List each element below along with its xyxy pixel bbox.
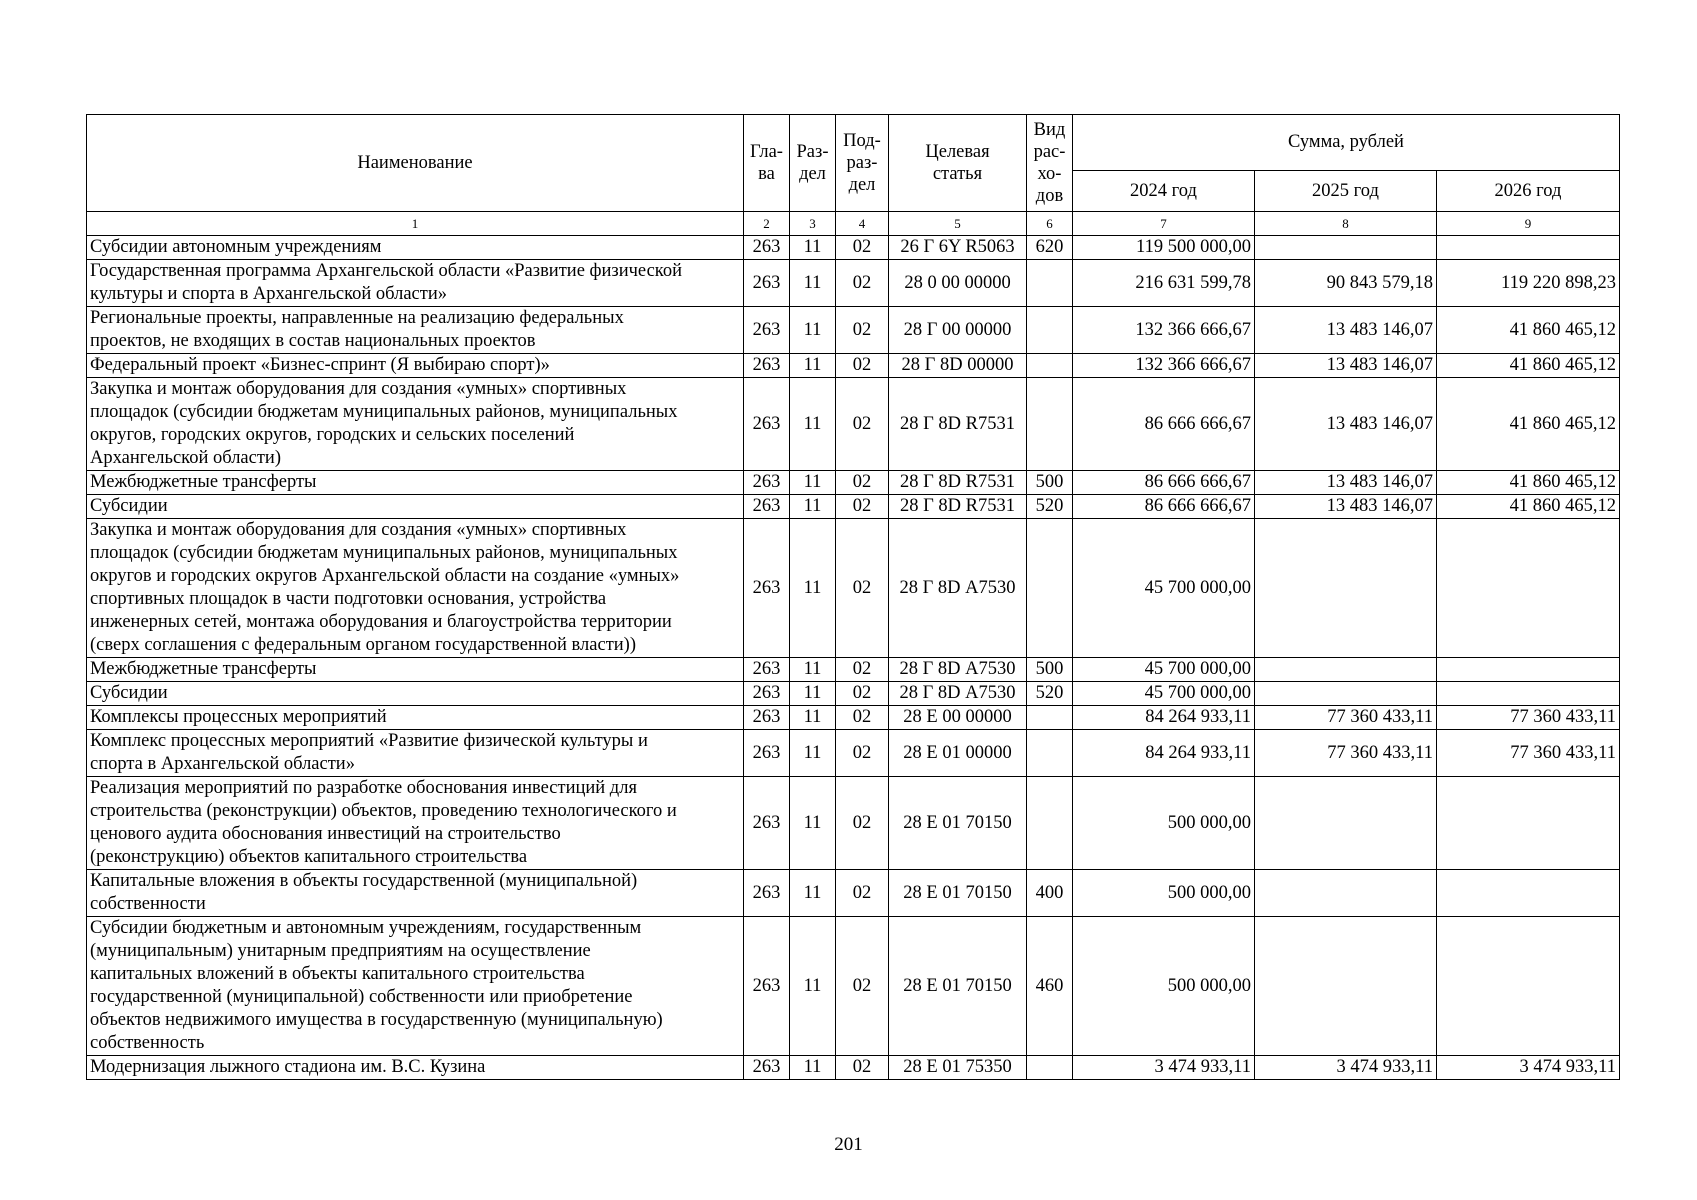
row-vid-rashodov: 460 bbox=[1027, 917, 1073, 1056]
row-glava: 263 bbox=[744, 730, 790, 777]
header-glava: Гла- ва bbox=[744, 115, 790, 212]
row-vid-rashodov: 620 bbox=[1027, 236, 1073, 260]
row-sum-2024: 86 666 666,67 bbox=[1073, 378, 1255, 471]
row-podrazdel: 02 bbox=[836, 682, 889, 706]
row-celevaya-statya: 28 Е 01 70150 bbox=[889, 777, 1027, 870]
column-number: 8 bbox=[1255, 212, 1437, 236]
row-razdel: 11 bbox=[790, 378, 836, 471]
row-sum-2024: 132 366 666,67 bbox=[1073, 307, 1255, 354]
row-podrazdel: 02 bbox=[836, 236, 889, 260]
row-razdel: 11 bbox=[790, 471, 836, 495]
row-glava: 263 bbox=[744, 471, 790, 495]
row-sum-2024: 84 264 933,11 bbox=[1073, 730, 1255, 777]
row-sum-2025: 90 843 579,18 bbox=[1255, 260, 1437, 307]
column-number: 1 bbox=[87, 212, 744, 236]
row-glava: 263 bbox=[744, 307, 790, 354]
row-sum-2024: 119 500 000,00 bbox=[1073, 236, 1255, 260]
row-sum-2026: 77 360 433,11 bbox=[1437, 706, 1620, 730]
table-row bbox=[87, 519, 1620, 658]
row-name: Закупка и монтаж оборудования для создания «умных» спортивных площадок (субсидии бюджетам муниципальных районов, муниципальных округов и городских округов Архангельской области на создание «умных» спортивных площадок в части подготовки основания, устройства инженерных сетей, монтажа оборудования и благоустройства территории (сверх соглашения с федеральным органом государственной власти)) bbox=[87, 519, 744, 658]
row-celevaya-statya: 28 Г 8D R7531 bbox=[889, 471, 1027, 495]
row-glava: 263 bbox=[744, 378, 790, 471]
table-row bbox=[87, 682, 1620, 706]
table-row bbox=[87, 1056, 1620, 1080]
row-sum-2024: 86 666 666,67 bbox=[1073, 495, 1255, 519]
row-sum-2026: 41 860 465,12 bbox=[1437, 307, 1620, 354]
row-glava: 263 bbox=[744, 495, 790, 519]
row-sum-2025: 13 483 146,07 bbox=[1255, 354, 1437, 378]
table-row bbox=[87, 870, 1620, 917]
row-razdel: 11 bbox=[790, 354, 836, 378]
row-razdel: 11 bbox=[790, 495, 836, 519]
table-row bbox=[87, 777, 1620, 870]
row-sum-2025: 3 474 933,11 bbox=[1255, 1056, 1437, 1080]
row-sum-2026 bbox=[1437, 236, 1620, 260]
row-sum-2026 bbox=[1437, 777, 1620, 870]
row-vid-rashodov: 500 bbox=[1027, 471, 1073, 495]
row-podrazdel: 02 bbox=[836, 777, 889, 870]
column-number: 6 bbox=[1027, 212, 1073, 236]
table-body bbox=[87, 236, 1620, 1080]
row-sum-2025: 77 360 433,11 bbox=[1255, 706, 1437, 730]
row-razdel: 11 bbox=[790, 870, 836, 917]
table-row bbox=[87, 471, 1620, 495]
row-razdel: 11 bbox=[790, 307, 836, 354]
row-podrazdel: 02 bbox=[836, 495, 889, 519]
column-number-row bbox=[87, 212, 1620, 236]
row-sum-2026: 119 220 898,23 bbox=[1437, 260, 1620, 307]
row-sum-2026: 3 474 933,11 bbox=[1437, 1056, 1620, 1080]
row-name: Государственная программа Архангельской области «Развитие физической культуры и спорта в Архангельской области» bbox=[87, 260, 744, 307]
table-row bbox=[87, 354, 1620, 378]
row-sum-2026: 41 860 465,12 bbox=[1437, 378, 1620, 471]
row-vid-rashodov bbox=[1027, 706, 1073, 730]
column-number: 5 bbox=[889, 212, 1027, 236]
row-vid-rashodov: 520 bbox=[1027, 682, 1073, 706]
row-glava: 263 bbox=[744, 519, 790, 658]
row-sum-2024: 3 474 933,11 bbox=[1073, 1056, 1255, 1080]
row-razdel: 11 bbox=[790, 682, 836, 706]
row-podrazdel: 02 bbox=[836, 870, 889, 917]
row-sum-2025: 13 483 146,07 bbox=[1255, 378, 1437, 471]
row-sum-2025 bbox=[1255, 658, 1437, 682]
header-year-2025: 2025 год bbox=[1255, 171, 1437, 212]
row-sum-2025 bbox=[1255, 236, 1437, 260]
row-razdel: 11 bbox=[790, 519, 836, 658]
row-celevaya-statya: 28 Е 01 00000 bbox=[889, 730, 1027, 777]
row-sum-2025: 77 360 433,11 bbox=[1255, 730, 1437, 777]
table-row bbox=[87, 730, 1620, 777]
row-sum-2026: 77 360 433,11 bbox=[1437, 730, 1620, 777]
row-celevaya-statya: 28 Е 00 00000 bbox=[889, 706, 1027, 730]
row-sum-2026 bbox=[1437, 870, 1620, 917]
row-celevaya-statya: 28 Г 8D R7531 bbox=[889, 495, 1027, 519]
row-sum-2026: 41 860 465,12 bbox=[1437, 354, 1620, 378]
row-name: Федеральный проект «Бизнес-спринт (Я выбираю спорт)» bbox=[87, 354, 744, 378]
column-number: 3 bbox=[790, 212, 836, 236]
row-sum-2026 bbox=[1437, 658, 1620, 682]
row-razdel: 11 bbox=[790, 706, 836, 730]
row-celevaya-statya: 28 Г 8D 00000 bbox=[889, 354, 1027, 378]
row-glava: 263 bbox=[744, 658, 790, 682]
row-sum-2024: 84 264 933,11 bbox=[1073, 706, 1255, 730]
row-celevaya-statya: 28 Г 8D А7530 bbox=[889, 658, 1027, 682]
row-sum-2025 bbox=[1255, 777, 1437, 870]
row-razdel: 11 bbox=[790, 917, 836, 1056]
row-sum-2026: 41 860 465,12 bbox=[1437, 471, 1620, 495]
row-vid-rashodov: 520 bbox=[1027, 495, 1073, 519]
row-name: Межбюджетные трансферты bbox=[87, 658, 744, 682]
row-name: Субсидии bbox=[87, 495, 744, 519]
row-vid-rashodov: 400 bbox=[1027, 870, 1073, 917]
row-sum-2024: 216 631 599,78 bbox=[1073, 260, 1255, 307]
header-razdel: Раз- дел bbox=[790, 115, 836, 212]
row-sum-2025 bbox=[1255, 519, 1437, 658]
row-celevaya-statya: 28 Г 00 00000 bbox=[889, 307, 1027, 354]
row-sum-2026 bbox=[1437, 519, 1620, 658]
row-sum-2024: 45 700 000,00 bbox=[1073, 658, 1255, 682]
row-name: Субсидии bbox=[87, 682, 744, 706]
row-name: Комплексы процессных мероприятий bbox=[87, 706, 744, 730]
row-sum-2024: 500 000,00 bbox=[1073, 917, 1255, 1056]
table-row bbox=[87, 260, 1620, 307]
row-celevaya-statya: 28 Е 01 70150 bbox=[889, 917, 1027, 1056]
row-sum-2025: 13 483 146,07 bbox=[1255, 495, 1437, 519]
row-razdel: 11 bbox=[790, 236, 836, 260]
row-podrazdel: 02 bbox=[836, 354, 889, 378]
row-sum-2024: 500 000,00 bbox=[1073, 870, 1255, 917]
row-glava: 263 bbox=[744, 236, 790, 260]
row-name: Капитальные вложения в объекты государственной (муниципальной) собственности bbox=[87, 870, 744, 917]
row-vid-rashodov bbox=[1027, 730, 1073, 777]
row-podrazdel: 02 bbox=[836, 378, 889, 471]
row-podrazdel: 02 bbox=[836, 706, 889, 730]
row-sum-2024: 132 366 666,67 bbox=[1073, 354, 1255, 378]
row-sum-2025 bbox=[1255, 917, 1437, 1056]
row-celevaya-statya: 28 Е 01 75350 bbox=[889, 1056, 1027, 1080]
row-sum-2026 bbox=[1437, 917, 1620, 1056]
row-sum-2025: 13 483 146,07 bbox=[1255, 307, 1437, 354]
header-year-2026: 2026 год bbox=[1437, 171, 1620, 212]
header-vid-rashodov: Вид рас- хо- дов bbox=[1027, 115, 1073, 212]
row-glava: 263 bbox=[744, 706, 790, 730]
row-vid-rashodov: 500 bbox=[1027, 658, 1073, 682]
row-glava: 263 bbox=[744, 1056, 790, 1080]
header-year-2024: 2024 год bbox=[1073, 171, 1255, 212]
row-vid-rashodov bbox=[1027, 378, 1073, 471]
table-row bbox=[87, 307, 1620, 354]
column-number: 9 bbox=[1437, 212, 1620, 236]
row-glava: 263 bbox=[744, 870, 790, 917]
row-name: Реализация мероприятий по разработке обоснования инвестиций для строительства (реконструкции) объектов, проведению технологического и ценового аудита обоснования инвестиций на строительство (реконструкцию) объектов капитального строительства bbox=[87, 777, 744, 870]
row-podrazdel: 02 bbox=[836, 658, 889, 682]
row-celevaya-statya: 28 Е 01 70150 bbox=[889, 870, 1027, 917]
row-razdel: 11 bbox=[790, 260, 836, 307]
row-podrazdel: 02 bbox=[836, 1056, 889, 1080]
header-celevaya-statya: Целевая статья bbox=[889, 115, 1027, 212]
row-vid-rashodov bbox=[1027, 354, 1073, 378]
header-name: Наименование bbox=[87, 115, 744, 212]
row-name: Субсидии бюджетным и автономным учреждениям, государственным (муниципальным) унитарным предприятиям на осуществление капитальных вложений в объекты капитального строительства государственной (муниципальной) собственности или приобретение объектов недвижимого имущества в государственную (муниципальную) собственность bbox=[87, 917, 744, 1056]
row-name: Региональные проекты, направленные на реализацию федеральных проектов, не входящих в состав национальных проектов bbox=[87, 307, 744, 354]
row-podrazdel: 02 bbox=[836, 519, 889, 658]
row-vid-rashodov bbox=[1027, 519, 1073, 658]
row-glava: 263 bbox=[744, 917, 790, 1056]
row-name: Комплекс процессных мероприятий «Развитие физической культуры и спорта в Архангельской области» bbox=[87, 730, 744, 777]
row-celevaya-statya: 26 Г 6Y R5063 bbox=[889, 236, 1027, 260]
row-sum-2025: 13 483 146,07 bbox=[1255, 471, 1437, 495]
row-razdel: 11 bbox=[790, 1056, 836, 1080]
row-podrazdel: 02 bbox=[836, 307, 889, 354]
table-row bbox=[87, 917, 1620, 1056]
row-sum-2024: 86 666 666,67 bbox=[1073, 471, 1255, 495]
row-sum-2026 bbox=[1437, 682, 1620, 706]
row-podrazdel: 02 bbox=[836, 917, 889, 1056]
row-glava: 263 bbox=[744, 260, 790, 307]
row-vid-rashodov bbox=[1027, 1056, 1073, 1080]
row-name: Межбюджетные трансферты bbox=[87, 471, 744, 495]
row-glava: 263 bbox=[744, 682, 790, 706]
row-vid-rashodov bbox=[1027, 307, 1073, 354]
column-number: 4 bbox=[836, 212, 889, 236]
row-name: Закупка и монтаж оборудования для создания «умных» спортивных площадок (субсидии бюджетам муниципальных районов, муниципальных округов, городских округов, городских и сельских поселений Архангельской области) bbox=[87, 378, 744, 471]
row-celevaya-statya: 28 Г 8D А7530 bbox=[889, 682, 1027, 706]
table-row bbox=[87, 706, 1620, 730]
row-sum-2024: 500 000,00 bbox=[1073, 777, 1255, 870]
row-podrazdel: 02 bbox=[836, 730, 889, 777]
row-celevaya-statya: 28 Г 8D А7530 bbox=[889, 519, 1027, 658]
table-row bbox=[87, 495, 1620, 519]
column-number: 2 bbox=[744, 212, 790, 236]
row-vid-rashodov bbox=[1027, 260, 1073, 307]
row-celevaya-statya: 28 Г 8D R7531 bbox=[889, 378, 1027, 471]
header-summa: Сумма, рублей bbox=[1073, 115, 1620, 171]
row-sum-2025 bbox=[1255, 682, 1437, 706]
row-razdel: 11 bbox=[790, 730, 836, 777]
row-name: Модернизация лыжного стадиона им. В.С. Кузина bbox=[87, 1056, 744, 1080]
row-name: Субсидии автономным учреждениям bbox=[87, 236, 744, 260]
table-row bbox=[87, 658, 1620, 682]
row-podrazdel: 02 bbox=[836, 260, 889, 307]
row-sum-2024: 45 700 000,00 bbox=[1073, 519, 1255, 658]
budget-table bbox=[86, 114, 1620, 1080]
row-sum-2025 bbox=[1255, 870, 1437, 917]
row-vid-rashodov bbox=[1027, 777, 1073, 870]
page-number: 201 bbox=[834, 1134, 863, 1155]
row-sum-2026: 41 860 465,12 bbox=[1437, 495, 1620, 519]
row-razdel: 11 bbox=[790, 658, 836, 682]
row-glava: 263 bbox=[744, 777, 790, 870]
row-razdel: 11 bbox=[790, 777, 836, 870]
table-row bbox=[87, 236, 1620, 260]
row-sum-2024: 45 700 000,00 bbox=[1073, 682, 1255, 706]
table-row bbox=[87, 378, 1620, 471]
column-number: 7 bbox=[1073, 212, 1255, 236]
row-glava: 263 bbox=[744, 354, 790, 378]
row-podrazdel: 02 bbox=[836, 471, 889, 495]
header-podrazdel: Под- раз- дел bbox=[836, 115, 889, 212]
row-celevaya-statya: 28 0 00 00000 bbox=[889, 260, 1027, 307]
